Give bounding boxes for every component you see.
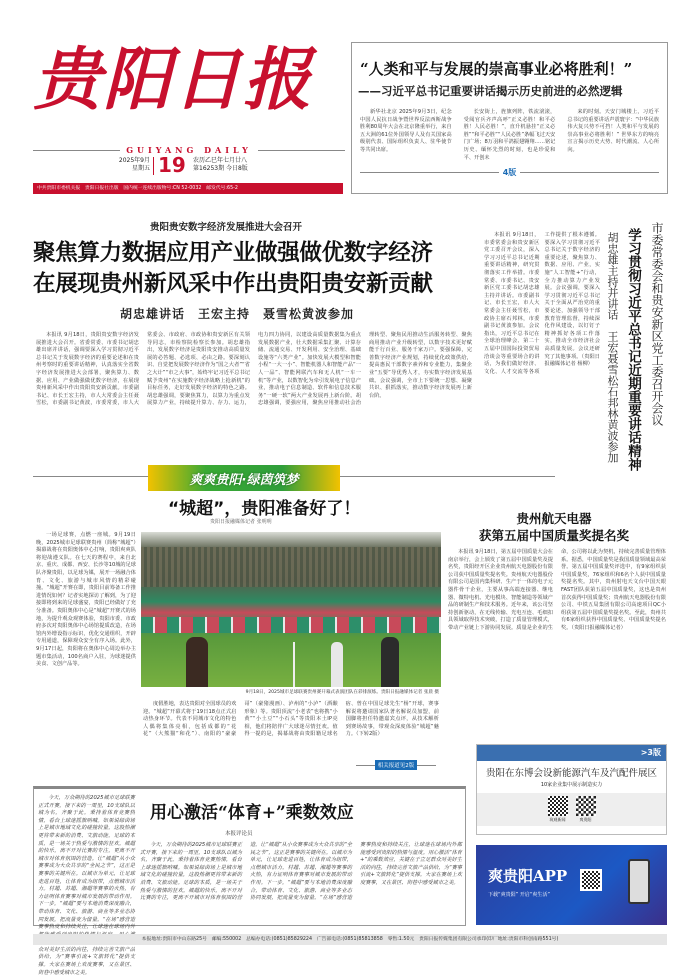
qr-code-icon xyxy=(576,796,596,816)
top-story-subtitle: ——习近平总书记重要讲话揭示历史前进的必然逻辑 xyxy=(358,84,623,98)
right-story-title-bottom: 胡忠雄主持并讲话 王宏聂雪松石邦林黄波参加 xyxy=(606,232,619,463)
commentary-body: 今天，万众期待的2025城市足球联赛正式开赛，接下来的一周里，10支球队以城为名，齐聚于此。秉持着体育竞赛热情，看台上球迷摇旗呐喊。如果说绿茵场上是城市地域文化的碰撞较量，这股热潮更将带来新的消费、文旅动能。足球的本质，是一场关于热爱与激情的狂欢。城超的快乐，离不开对比赛的专注，更离不开城市对体育氛围的营造。让“城超”从小众赛事成为大众共享的“全民之节”，这正是赛事的关键所在。以城市为单元，让足球走进百姓，让体育成为纽带，点燃城市活力。村超、苏超、湘超等赛事的火热，有力证明体育赛事对城市发展的带动作用。下一步，“城超”要与本地消费深度融合，带动体育、文化、旅游、商业等多业态协同发展，把流量变为留量。“在场”感营造赛事热度和持续关注，让球迷在球场内外 众对美好生活的向往，持续完善文旅产品供给，为“赛事引流+文旅转化”提供支撑。大家在赛场上欢度赛事，又在景区、街巷中感受城市之美。 xyxy=(38,795,135,976)
lead-kicker: 贵阳贵安数字经济发展推进大会召开 xyxy=(150,222,303,233)
app-ad-slogan: 下载“爽贵阳” 开启“爽生活” xyxy=(488,892,550,898)
right-story-body: 本报讯 9月18日，市委常委会和贵安新区党工委召开会议，深入学习习近平总书记近期重要讲话精神，研究贯彻落实工作举措。市委常委、市委书记、贵安新区党工委书记胡忠雄主持并讲话。市委副书记、市长王宏，市人大常委会主任聂雪松，市政协主席石邦林，市委副书记黄波参加。会议指出，习近平总书记在全球治理峰会、第二十五届中国国际投资贸易洽谈会等重要场合的讲话，为我们做好经济、文化、人才交流等各项工作提供了根本遵循。要深入学习贯彻习近平总书记关于数字经济的重要论述，聚焦算力、数据、应用、产业，实施“人工智能+”行动，全力推动算力产业发展。会议强调，要深入学习贯彻习近平总书记关于全面从严治党的重要论述，加强领导干部教育管理监督，持续深化作风建设，以钉钉子精神抓好各项工作落实，推动全市经济社会高质量发展。会议还研究了其他事项。（贵阳日报融媒体记者 杨柳） xyxy=(484,232,600,375)
aerospace-headline xyxy=(440,510,668,544)
lead-headline xyxy=(33,238,475,300)
feature-banner-text: 爽爽贵阳·绿茵筑梦 xyxy=(189,472,299,488)
jump-page-link[interactable]: 4版 xyxy=(502,168,517,177)
newspaper-logo: 贵阳日报 xyxy=(33,40,314,120)
related-reports[interactable] xyxy=(356,760,436,770)
commentary-title: 用心激活“体育+”乘数效应 xyxy=(150,803,354,823)
qr-label: 爽贵阳 xyxy=(579,817,592,822)
feature-body-continued: 度假胜地，表达贵阳对全国球员的欢迎。“城超”开幕式将于19日18点正式启动热身环节。代表不同城市文化的特色人偶将集体亮相，包括成都的“花花”（大熊猫“和花”）、南阳的“豪豪哥”（豪猪漫画）、泸州的“小泸”（酒酿形象）等。贵阳顶流“小老表”也将携“小黄”“小土豆”“小石头”等贵阳本土IP亮相，他们将陪伴广大球迷尽情狂欢。值得一提的是，揭幕战将由贵阳籍足球名宿、曾在中国足球先生“杨”开球，赛事解说将邀请国家队著名解说员加盟，前国脚将担任特邀嘉宾点评，从技术解析到赛场故事，带观众深度体验“城超”魅力。（下转2版） xyxy=(143,701,439,738)
app-ad-title: 爽贵阳APP xyxy=(488,867,568,885)
right-story-title-top: 市委常委会和贵安新区党工委召开会议 xyxy=(650,222,664,426)
lead-headline-line1: 聚焦算力数据应用产业做强做优数字经济 xyxy=(33,240,433,266)
aerospace-body: 本报讯 9月18日，第五届中国质量大会在南京举行，会上颁发了第五届中国质量奖及提名奖，贵阳经开区企业贵州航天电器股份有限公司获中国质量奖提名奖。贵州航天电器股份有限公司是国内集科研、生产于一体的电子元器件骨干企业，主要从事高端连接器、继电器、微特电机、光电模块、智能制造等领域产品的研制生产和技术服务。近年来，该公司坚持创新驱动，在无线传输、光电互连、毛细扣具领域取得技术突破，打造了质量管理模式，带动产业链上下游协同发展。质量是企业的生命，公司将以此为契机，持续完善质量管理体系。据悉，中国质量奖是我国质量领域最高荣誉。第五届中国质量奖评选中，有9家组织获中国质量奖，76家组织和6名个人获中国质量奖提名奖。其中，贵州射电天文台中国天眼FAST团队获第五届中国质量奖，这也是贵州首次获得中国质量奖；贵州航天电器股份有限公司、中铁五局集团有限公司高速项目QC小组获第五届中国质量奖提名奖。至此，贵州共有6家组织获得中国质量奖、中国质量奖提名奖。（贵阳日报融媒体记者） xyxy=(448,549,666,631)
app-ad-banner[interactable] xyxy=(476,845,667,925)
top-story-box[interactable] xyxy=(351,42,668,194)
lunar-date: 农历乙巳年七月廿八 xyxy=(193,157,248,164)
date-block xyxy=(100,157,150,173)
feature-headline: “城超”，贵阳准备好了！ xyxy=(168,499,361,519)
footer-info: 本报地址:贵阳市中山东路25号 邮编:550002 总编办电话:(0851)85829224 广告部电话:(0851)85813858 零售:1.50元 贵阳日报传媒集团有限公司承印(印厂地址:贵阳市科创南路551号) xyxy=(33,934,667,945)
feature-body: 一场足球赛，点燃一座城。9月19日晚，2025城市足球联赛贵州（简称“城超”）揭幕战将在贵阳奥体中心打响，贵阳爽爽队将迎战遵义队。在七天的赛程中，来自北京、重庆、成都、西安、长沙等10城的足球队齐聚贵阳，以足球为媒，展开一场融合体育、文化、旅游与城市风情的精彩碰撞。“城超”开赛在即，贵阳目前筹备工作推进情况如何？记者实地探访了解到，为了迎接即将到来的足球盛宴，贵阳已经做好了充分准备。贵阳奥体中心是“城超”开赛式的场地，为提升观众观赛体验，贵阳市委、市政府多次对贵阳奥体中心场馆提质改造，在场馆内外增设指示标识，优化交通组织，开辟专用通道，保障观众安全有序入场。此外，9月17日起，贵阳将在奥体中心周边举办主题市集活动，100名商户入驻，为球迷提供美食、文创产品等。 xyxy=(36,532,136,668)
english-title-row xyxy=(33,145,345,155)
aerospace-headline-line2: 获第五届中国质量奖提名奖 xyxy=(478,528,629,543)
top-story-title: “人类和平与发展的崇高事业必将胜利！” xyxy=(360,60,633,78)
issue-block xyxy=(193,157,248,173)
feature-byline: 贵阳日报融媒体记者 张明明 xyxy=(210,519,272,525)
masthead-info-bar: 中共贵阳市委机关报 贵阳日报社出版 国内统一连续出版物号:CN 52-0032 邮发代号:65-2 xyxy=(33,183,343,194)
qr-code-icon xyxy=(548,796,568,816)
top-story-column: 来的时刻。天安门城楼上，习近平总书记的重要讲话声震寰宇：“中华民族伟大复兴势不可挡！人类和平与发展的崇高事业必将胜利！” 世界东方的响亮宣言揭示历史大势、时代潮流、人心所向。 xyxy=(567,109,660,153)
top-story-column: 新华社北京 2025年9月3日，纪念中国人民抗日战争暨世界反法西斯战争胜利80周年大会在北京隆重举行，来自五大洲的61位外国领导人及有关国家高级别代表、国际组织负责人、驻华使节等共同出席。 xyxy=(360,109,452,153)
expo-ad-title: 贵阳在东博会设新能源汽车及汽配件展区 xyxy=(485,768,657,779)
weekday: 星期五 xyxy=(131,165,150,172)
expo-ad-page-tag[interactable]: >3版 xyxy=(477,745,666,761)
qr-code-news[interactable] xyxy=(548,796,568,826)
expo-ad[interactable] xyxy=(476,744,667,835)
phone-icon xyxy=(628,859,650,904)
qr-code-icon xyxy=(580,869,602,891)
issue-number: 第16253期 今日8版 xyxy=(193,165,248,172)
qr-code-app[interactable] xyxy=(576,796,596,826)
day-number: 19 xyxy=(158,153,186,177)
commentary-body-continued: 今天，万众期待的2025城市足球联赛正式开赛，接下来的一周里，10支球队以城为名，齐聚于此。秉持着体育竞赛热情，看台上球迷摇旗呐喊。如果说绿茵场上是城市地域文化的碰撞较量，这股热潮更将带来新的消费、文旅动能。足球的本质，是一场关于热爱与激情的狂欢。城超的快乐，离不开对比赛的专注，更离不开城市对体育氛围的营造。让“城超”从小众赛事成为大众共享的“全民之节”，这正是赛事的关键所在。以城市为单元，让足球走进百姓，让体育成为纽带，点燃城市活力。村超、苏超、湘超等赛事的火热，有力证明体育赛事对城市发展的带动作用。下一步，“城超”要与本地消费深度融合，带动体育、文化、旅游、商业等多业态协同发展，把流量变为留量。“在场”感营造赛事热度和持续关注，让球迷在球场内外都能感受到贵阳的热情与温度。用心激活“体育+”的乘数效应，关键在于立足群众对美好生活的向往，持续完善文旅产品供给，为“赛事引流+文旅转化”提供支撑。大家在赛场上欢度赛事，又在景区、街巷中感受城市之美。 xyxy=(140,842,462,902)
commentary-author: 本报评论员 xyxy=(225,831,253,837)
lead-body: 本报讯 9月18日，贵阳贵安数字经济发展推进大会召开。省委常委、市委书记胡忠雄出席并讲话，强调要深入学习贯彻习近平总书记关于发展数字经济的重要论述和在贵州考察时的重要讲话精神，认真落实全省数字经济发展推进大会部署，聚焦算力、数据、应用、产业做强做优数字经济，在展现贵州新风采中作出贵阳贵安新贡献。市委副书记、市长王宏主持，市人大常委会主任聂雪松，市委副书记黄波，市委常委，市人大常委会、市政府、市政协和贵安新区有关领导同志，市检察院检察长参加。胡忠雄指出，发展数字经济是贵阳贵安推动高质量发展的必答题、必选项、必由之路。要深刻认识、自觉把发展数字经济作为“国之大者”“省之大计”“市之大事”，始终牢记习近平总书记赋予贵州“在实施数字经济战略上抢新机”的目标任务，走好发展数字经济的特色之路。胡忠雄强调，要聚焦算力，以算力为重点发展算力产业，持续提升算力、存力、运力，电力四力协同，以建设高质量数据集为重点发展数据产业，壮大数据采集汇聚、计算存储、流通交易、开发利用、安全治理、基础设施等“六类产业”。加快发展大模型和智能小程“一大一小”、智能机器人和智能产品“一人一品”、智能网联汽车和无人机“一车一机”等产业，以数智化为牵引发展电子信息产业，推动电子信息制造、软件和信息技术服务“一硬一软”两大产业发展再上新台阶。胡忠雄强调，要强应用，聚焦应用推动社会治理转型、聚焦民用推动生活服务转型、聚焦商用推动产业升级转型，以数字技术更好赋能千行百业、服务千家万户。要强保障，完善数字经济产业规划，持续优化政策供给，提高惠民干部数字素养和专业能力，集聚企业“五要”导优秀人才，夯实数字经济发展基础。会议强调，全市上下要统一思想、凝聚共识、狠抓落实，推动数字经济发展再上新台阶。 xyxy=(36,332,472,407)
aerospace-headline-line1: 贵州航天电器 xyxy=(516,511,592,526)
top-story-column: 长安街上，旌旗列阵，铁流滚滚，受阅官兵齐声高呼“正义必胜！和平必胜！人民必胜！”，直升机悬挂“正义必胜”“和平必胜”“人民必胜”条幅飞过天安门广场；8万羽和平鸽振翅翱翔……铭记历史、缅怀先烈的时刻，也是珍爱和平、开创未 xyxy=(463,109,556,161)
expo-ad-subtitle: 10家企业集中展示制造实力 xyxy=(540,782,603,788)
lead-subhead: 胡忠雄讲话 王宏主持 聂雪松黄波参加 xyxy=(120,307,355,321)
feature-photo-stadium xyxy=(141,532,441,687)
photo-caption: 9月18日，2025城市足球联赛贵州赛开幕式表演团队在彩排演练。贵阳日报融媒体记者 张晨 摄 xyxy=(245,690,439,695)
date: 2025年9月 xyxy=(118,157,150,164)
qr-label: 筑观新闻 xyxy=(549,817,566,822)
related-reports-link[interactable]: 相关报道见2版 xyxy=(375,760,418,770)
right-story-title-main: 学习贯彻习近平总书记近期重要讲话精神 xyxy=(625,228,641,471)
feature-banner xyxy=(148,465,340,491)
english-title: GUIYANG DAILY xyxy=(126,145,252,155)
lead-headline-line2: 在展现贵州新风采中作出贵阳贵安新贡献 xyxy=(33,271,433,297)
